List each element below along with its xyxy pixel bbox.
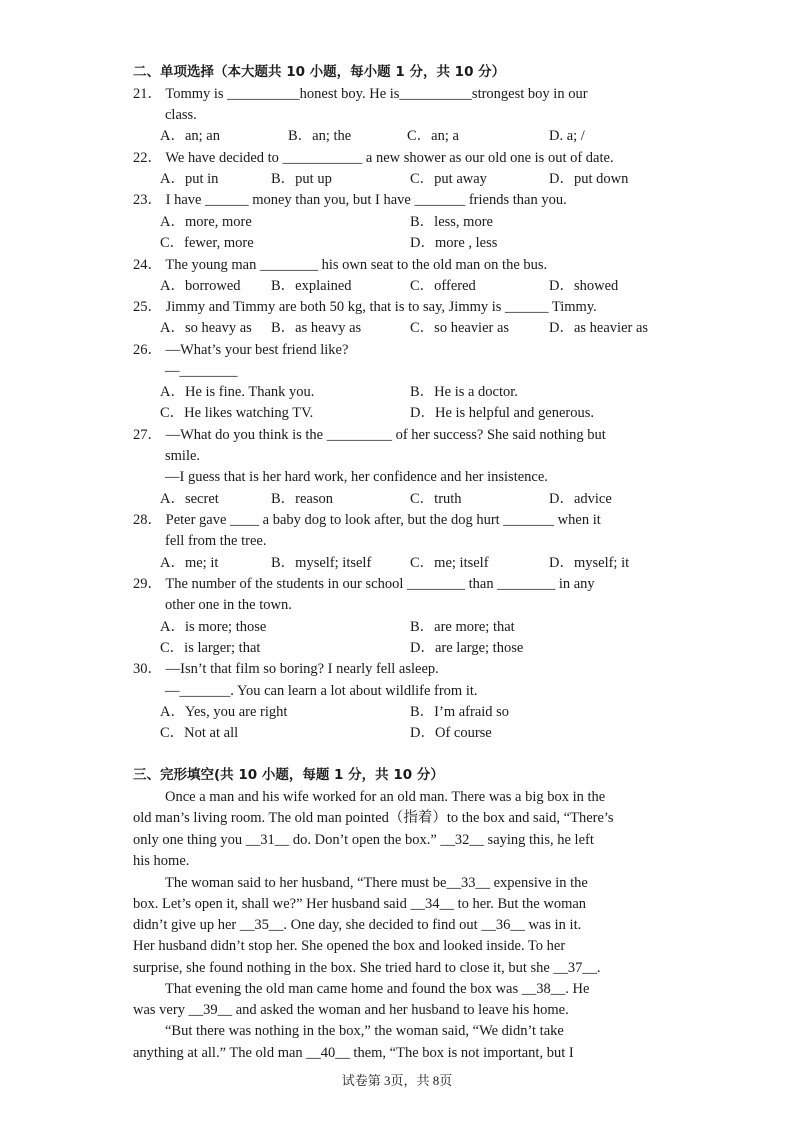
q28-stem: 28． Peter gave ____ a baby dog to look after, but the dog hurt _______ when it	[133, 512, 601, 528]
cloze-line: That evening the old man came home and found the box was __38__. He	[165, 981, 590, 997]
q24-option-d[interactable]: D．showed	[549, 278, 619, 294]
q22-option-a[interactable]: A．put in	[160, 171, 219, 187]
q26-option-d[interactable]: D．He is helpful and generous.	[410, 405, 595, 421]
cloze-line: old man’s living room. The old man pointed（指着）to the box and said, “There’s	[133, 810, 614, 826]
q30-stem: 30． —Isn’t that film so boring? I nearly fell asleep.	[133, 661, 439, 677]
q29-option-c[interactable]: C．is larger; that	[160, 640, 261, 656]
q25-option-c[interactable]: C．so heavier as	[410, 320, 510, 336]
q23-option-a[interactable]: A．more, more	[160, 214, 252, 230]
q21-option-b[interactable]: B．an; the	[288, 128, 352, 144]
q27-option-a[interactable]: A．secret	[160, 491, 219, 507]
q25-stem: 25． Jimmy and Timmy are both 50 kg, that is to say, Jimmy is ______ Timmy.	[133, 299, 597, 315]
q23-stem: 23． I have ______ money than you, but I have _______ friends than you.	[133, 192, 567, 208]
q27-option-b[interactable]: B．reason	[271, 491, 334, 507]
cloze-line: didn’t give up her __35__. One day, she decided to find out __36__ was in it.	[133, 917, 582, 933]
cloze-line: Once a man and his wife worked for an old man. There was a big box in the	[165, 789, 606, 805]
cloze-line: only one thing you __31__ do. Don’t open the box.” __32__ saying this, he left	[133, 832, 594, 848]
q30-option-b[interactable]: B．I’m afraid so	[410, 704, 510, 720]
q30-reply: —_______. You can learn a lot about wildlife from it.	[165, 683, 478, 699]
q29-stem-cont: other one in the town.	[165, 597, 292, 613]
q26-option-b[interactable]: B．He is a doctor.	[410, 384, 518, 400]
q25-option-a[interactable]: A．so heavy as	[160, 320, 252, 336]
q28-stem-cont: fell from the tree.	[165, 533, 267, 549]
q26-option-c[interactable]: C．He likes watching TV.	[160, 405, 314, 421]
q24-option-a[interactable]: A．borrowed	[160, 278, 241, 294]
q21-stem-cont: class.	[165, 107, 197, 123]
q22-option-d[interactable]: D．put down	[549, 171, 629, 187]
section2-heading: 二、单项选择（本大题共 10 小题，每小题 1 分，共 10 分）	[133, 64, 506, 80]
cloze-line: Her husband didn’t stop her. She opened the box and looked inside. To her	[133, 938, 566, 954]
cloze-line: anything at all.” The old man __40__ them, “The box is not important, but I	[133, 1045, 574, 1061]
q26-stem: 26． —What’s your best friend like?	[133, 342, 349, 358]
cloze-line: surprise, she found nothing in the box. She tried hard to close it, but she __37__.	[133, 960, 601, 976]
cloze-line: his home.	[133, 853, 190, 869]
q21-option-a[interactable]: A．an; an	[160, 128, 220, 144]
q28-option-d[interactable]: D．myself; it	[549, 555, 630, 571]
q30-option-a[interactable]: A．Yes, you are right	[160, 704, 288, 720]
q25-option-d[interactable]: D．as heavier as	[549, 320, 649, 336]
q21-option-c[interactable]: C．an; a	[407, 128, 459, 144]
q29-option-a[interactable]: A．is more; those	[160, 619, 267, 635]
q29-option-b[interactable]: B．are more; that	[410, 619, 515, 635]
q27-reply: —I guess that is her hard work, her confidence and her insistence.	[165, 469, 548, 485]
q21-option-d[interactable]: D. a; /	[549, 128, 585, 144]
q27-option-d[interactable]: D．advice	[549, 491, 612, 507]
q27-stem-cont: smile.	[165, 448, 201, 464]
q22-option-c[interactable]: C．put away	[410, 171, 487, 187]
q30-option-c[interactable]: C．Not at all	[160, 725, 239, 741]
q24-option-c[interactable]: C．offered	[410, 278, 476, 294]
cloze-line: The woman said to her husband, “There must be__33__ expensive in the	[165, 875, 588, 891]
q27-stem: 27． —What do you think is the _________ of her success? She said nothing but	[133, 427, 606, 443]
q30-option-d[interactable]: D．Of course	[410, 725, 492, 741]
q25-option-b[interactable]: B．as heavy as	[271, 320, 362, 336]
cloze-line: “But there was nothing in the box,” the woman said, “We didn’t take	[165, 1023, 564, 1039]
q29-stem: 29． The number of the students in our school ________ than ________ in any	[133, 576, 595, 592]
q24-stem: 24． The young man ________ his own seat to the old man on the bus.	[133, 257, 548, 273]
q23-option-b[interactable]: B．less, more	[410, 214, 493, 230]
q23-option-c[interactable]: C．fewer, more	[160, 235, 254, 251]
cloze-line: was very __39__ and asked the woman and her husband to leave his home.	[133, 1002, 569, 1018]
section3-heading: 三、完形填空(共 10 小题，每题 1 分，共 10 分）	[133, 767, 444, 783]
page-footer: 试卷第 3页，共 8页	[341, 1073, 453, 1088]
q28-option-a[interactable]: A．me; it	[160, 555, 219, 571]
q29-option-d[interactable]: D．are large; those	[410, 640, 524, 656]
cloze-line: box. Let’s open it, shall we?” Her husband said __34__ to her. But the woman	[133, 896, 587, 912]
q26-answer-blank: —________	[165, 363, 238, 379]
q27-option-c[interactable]: C．truth	[410, 491, 462, 507]
q22-option-b[interactable]: B．put up	[271, 171, 332, 187]
q22-stem: 22． We have decided to ___________ a new shower as our old one is out of date.	[133, 150, 614, 166]
q23-option-d[interactable]: D．more , less	[410, 235, 498, 251]
q26-option-a[interactable]: A．He is fine. Thank you.	[160, 384, 315, 400]
q24-option-b[interactable]: B．explained	[271, 278, 352, 294]
q28-option-c[interactable]: C．me; itself	[410, 555, 489, 571]
q21-stem: 21． Tommy is __________honest boy. He is__________strongest boy in our	[133, 86, 588, 102]
q28-option-b[interactable]: B．myself; itself	[271, 555, 372, 571]
